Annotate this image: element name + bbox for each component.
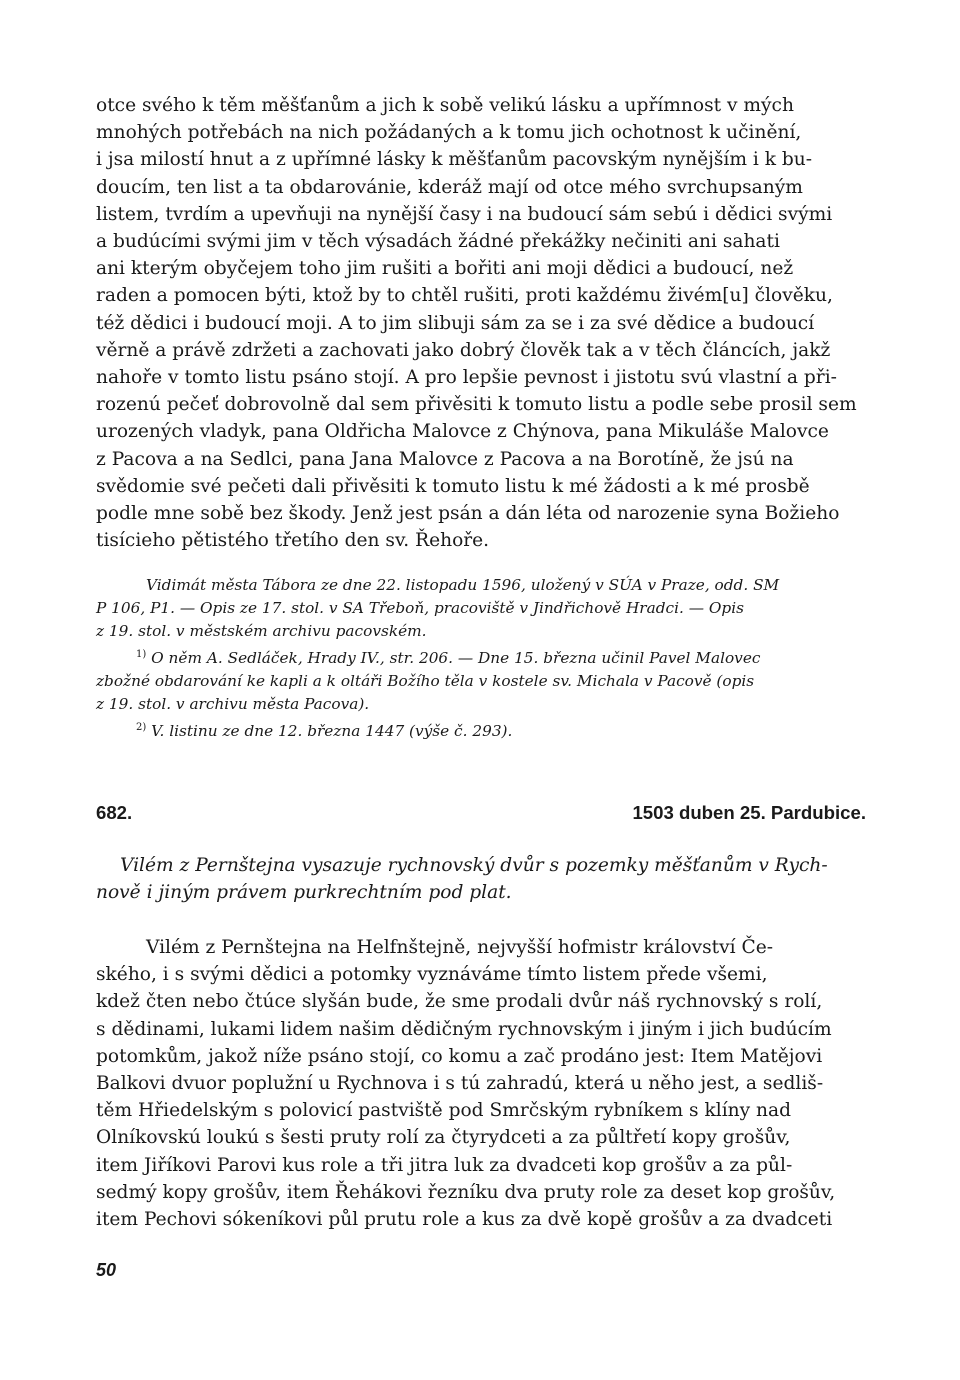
footnote-text: O něm A. Sedláček, Hrady IV., str. 206. — Dne 15. března učinil Pavel Malovec xyxy=(151,649,761,668)
text-line: Olníkovskú loukú s šesti pruty rolí za čtyrydceti a za půltřetí kopy grošův, xyxy=(96,1127,791,1149)
text-line: doucím, ten list a ta obdarovánie, kderáž mají od otce mého svrchupsaným xyxy=(96,176,803,198)
text-line: z Pacova a na Sedlci, pana Jana Malovce z Pacova a na Borotíně, že jsú na xyxy=(96,448,794,470)
text-line: item Jiříkovi Parovi kus role a tři jitra luk za dvadceti kop grošův a za půl- xyxy=(96,1154,793,1176)
text-line: svědomie své pečeti dali přivěsiti k tomuto listu k mé žádosti a k mé prosbě xyxy=(96,475,810,497)
document-header xyxy=(96,802,866,832)
regest-line: nově i jiným právem purkrechtním pod plat. xyxy=(96,882,512,904)
footnote-mark: 1) xyxy=(136,649,147,660)
source-note-line: Vidimát města Tábora ze dne 22. listopadu 1596, uložený v SÚA v Praze, odd. SM xyxy=(146,576,780,594)
body-paragraph xyxy=(96,92,866,554)
text-line: těm Hřiedelským s polovicí pastviště pod Smrčským rybníkem s klíny nad xyxy=(96,1100,792,1122)
text-line: urozených vladyk, pana Oldřicha Malovce z Chýnova, pana Mikuláše Malovce xyxy=(96,421,829,443)
footnote-1 xyxy=(96,643,866,670)
text-line: s dědinami, lukami lidem našim dědičným rychnovským i jiným i jich budúcím xyxy=(96,1018,832,1040)
regest-line: Vilém z Pernštejna vysazuje rychnovský dvůr s pozemky měšťanům v Rych- xyxy=(120,855,828,876)
text-line: mnohých potřebách na nich požádaných a k tomu jich ochotnost k učinění, xyxy=(96,122,802,144)
document-regest xyxy=(96,852,866,906)
text-line: raden a pomocen býti, ktož by to chtěl rušiti, proti každému živém[u] člověku, xyxy=(96,285,833,307)
document-number: 682. xyxy=(96,802,133,823)
text-line: Balkovi dvuor poplužní u Rychnova i s tú zahradú, která u něho jest, a sedliš- xyxy=(96,1073,824,1095)
page-number: 50 xyxy=(96,1260,117,1280)
document-date-place: 1503 duben 25. Pardubice. xyxy=(632,802,866,823)
source-note-line: P 106, P1. — Opis ze 17. stol. v SA Třeboň, pracoviště v Jindřichově Hradci. — Opis xyxy=(96,599,744,617)
text-line: věrně a právě zdržeti a zachovati jako dobrý člověk tak a v těch článcích, jakž xyxy=(96,339,831,361)
text-line: listem, tvrdím a upevňuji na nynější časy i na budoucí sám sebú i dědici svými xyxy=(96,203,833,225)
footnote-text: V. listinu ze dne 12. března 1447 (výše č. 293). xyxy=(151,722,513,741)
text-line: sedmý kopy grošův, item Řehákovi řezníku dva pruty role za deset kop grošův, xyxy=(96,1181,836,1203)
text-line: podle mne sobě bez škody. Jenž jest psán a dán léta od narozenie syna Božieho xyxy=(96,503,840,525)
footnote-2 xyxy=(96,716,866,743)
text-line: kdež čten nebo čtúce slyšán bude, že sme prodali dvůr náš rychnovský s rolí, xyxy=(96,991,823,1013)
apparatus-notes xyxy=(96,574,866,743)
footnote-mark: 2) xyxy=(136,722,147,734)
text-line: rozenú pečeť dobrovolně dal sem přivěsiti k tomuto listu a podle sebe prosil sem xyxy=(96,394,857,416)
text-line: ani kterým obyčejem toho jim rušiti a bořiti ani moji dědici a budoucí, než xyxy=(96,258,794,280)
text-line: ského, i s svými dědici a potomky vyznáváme tímto listem přede všemi, xyxy=(96,964,768,986)
footnote-line: zbožné obdarování ke kapli a k oltáři Božího těla v kostele sv. Michala v Pacově (opis xyxy=(96,672,755,691)
text-line: otce svého k těm měšťanům a jich k sobě velikú lásku a upřímnost v mých xyxy=(96,95,794,116)
text-line: potomkům, jakož níže psáno stojí, co komu a zač prodáno jest: Item Matějovi xyxy=(96,1045,823,1067)
text-line: též dědici i budoucí moji. A to jim slibuji sám za se i za své dědice a budoucí xyxy=(96,312,815,334)
document-text xyxy=(96,934,866,1233)
text-line: item Pechovi sókeníkovi půl prutu role a kus za dvě kopě grošův a za dvadceti xyxy=(96,1209,833,1231)
text-line: tisícieho pětistého třetího den sv. Řehoře. xyxy=(96,530,490,552)
text-line: Vilém z Pernštejna na Helfnštejně, nejvyšší hofmistr království Če- xyxy=(146,937,774,958)
source-note-line: z 19. stol. v městském archivu pacovském. xyxy=(96,622,427,640)
footnote-line: z 19. stol. v archivu města Pacova). xyxy=(96,695,370,714)
text-line: i jsa milostí hnut a z upřímné lásky k měšťanům pacovským nynějším i k bu- xyxy=(96,149,813,171)
text-line: nahoře v tomto listu psáno stojí. A pro lepšie pevnost i jistotu svú vlastní a při- xyxy=(96,367,837,389)
text-line: a budúcími svými jim v těch výsadách žádné překážky nečiniti ani sahati xyxy=(96,231,780,253)
